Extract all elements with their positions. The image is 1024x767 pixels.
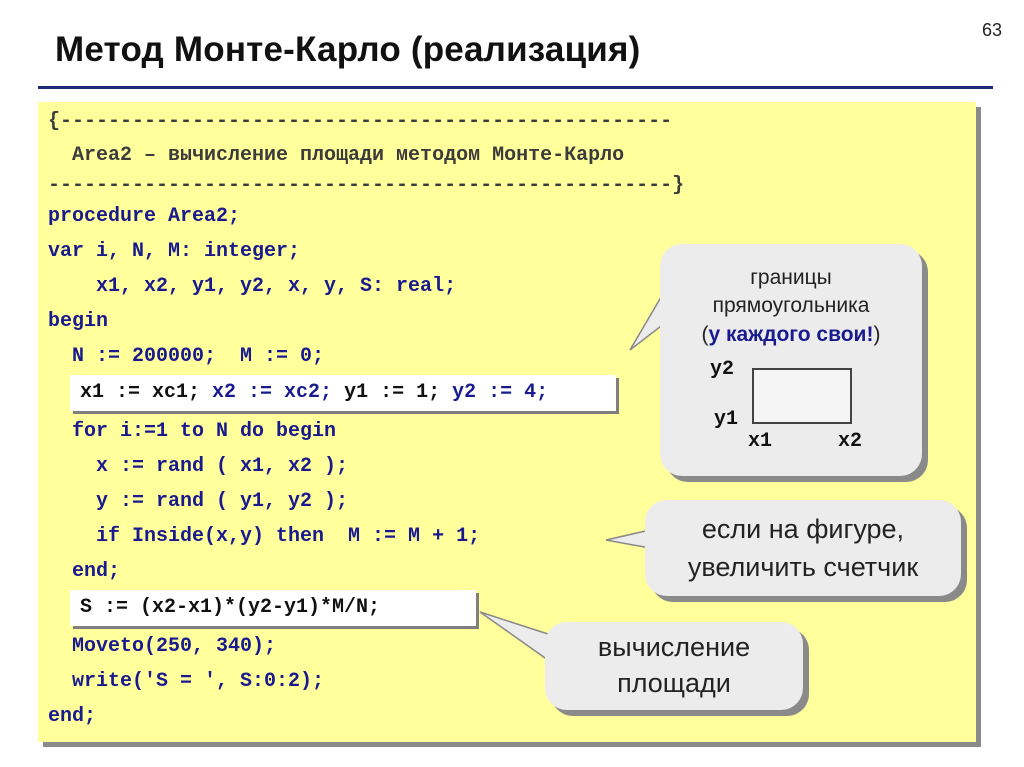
bounds-emphasis: у каждого свои! xyxy=(708,323,874,346)
counter-callout-pointer xyxy=(606,530,650,548)
hl-x2: x2 := xc2; xyxy=(200,381,333,404)
code-line-8: N := 200000; M := 0; xyxy=(48,345,325,368)
x2-label: x2 xyxy=(838,430,863,453)
hl-y2: y2 := 4; xyxy=(440,381,549,404)
bounds-line1: границы xyxy=(750,266,832,289)
counter-line2: увеличить счетчик xyxy=(687,552,919,582)
code-line-1: {--------------------------------------------------- xyxy=(48,110,673,133)
code-line-16: Moveto(250, 340); xyxy=(48,635,277,658)
code-line-6: x1, x2, y1, y2, x, y, S: real; xyxy=(48,275,457,298)
hl-x1: x1 := xc1; xyxy=(80,381,201,404)
code-line-18: end; xyxy=(48,705,97,728)
counter-callout xyxy=(645,500,961,596)
x1-label: x1 xyxy=(748,430,773,453)
counter-line1: если на фигуре, xyxy=(701,514,905,544)
rectangle-diagram xyxy=(752,368,852,424)
y1-label: y1 xyxy=(714,408,739,431)
page-title: Метод Монте-Карло (реализация) xyxy=(55,30,641,69)
code-line-13: if Inside(x,y) then M := M + 1; xyxy=(48,525,481,548)
close-paren: ) xyxy=(873,323,881,346)
code-line-7: begin xyxy=(48,310,109,333)
area-callout-pointer xyxy=(480,612,548,660)
y2-label: y2 xyxy=(710,358,735,381)
highlight-area-code: S := (x2-x1)*(y2-y1)*M/N; xyxy=(80,596,381,619)
bounds-line3 xyxy=(660,323,922,347)
open-paren: ( xyxy=(701,323,709,346)
code-line-5: var i, N, M: integer; xyxy=(48,240,301,263)
page-number: 63 xyxy=(981,20,1002,40)
code-line-11: x := rand ( x1, x2 ); xyxy=(48,455,349,478)
area-line1: вычисление xyxy=(597,632,751,662)
code-line-4: procedure Area2; xyxy=(48,205,241,228)
area-callout xyxy=(545,622,803,710)
code-line-17: write('S = ', S:0:2); xyxy=(48,670,325,693)
code-line-10: for i:=1 to N do begin xyxy=(48,420,337,443)
code-line-12: y := rand ( y1, y2 ); xyxy=(48,490,349,513)
code-line-14: end; xyxy=(48,560,121,583)
code-line-2: Area2 – вычисление площади методом Монте-Карло xyxy=(48,144,625,167)
area-line2: площади xyxy=(617,668,731,698)
bounds-line2: прямоугольника xyxy=(712,294,870,317)
code-line-3: ----------------------------------------------------} xyxy=(48,174,685,197)
bounds-callout xyxy=(660,244,922,476)
hl-y1: y1 := 1; xyxy=(332,381,441,404)
